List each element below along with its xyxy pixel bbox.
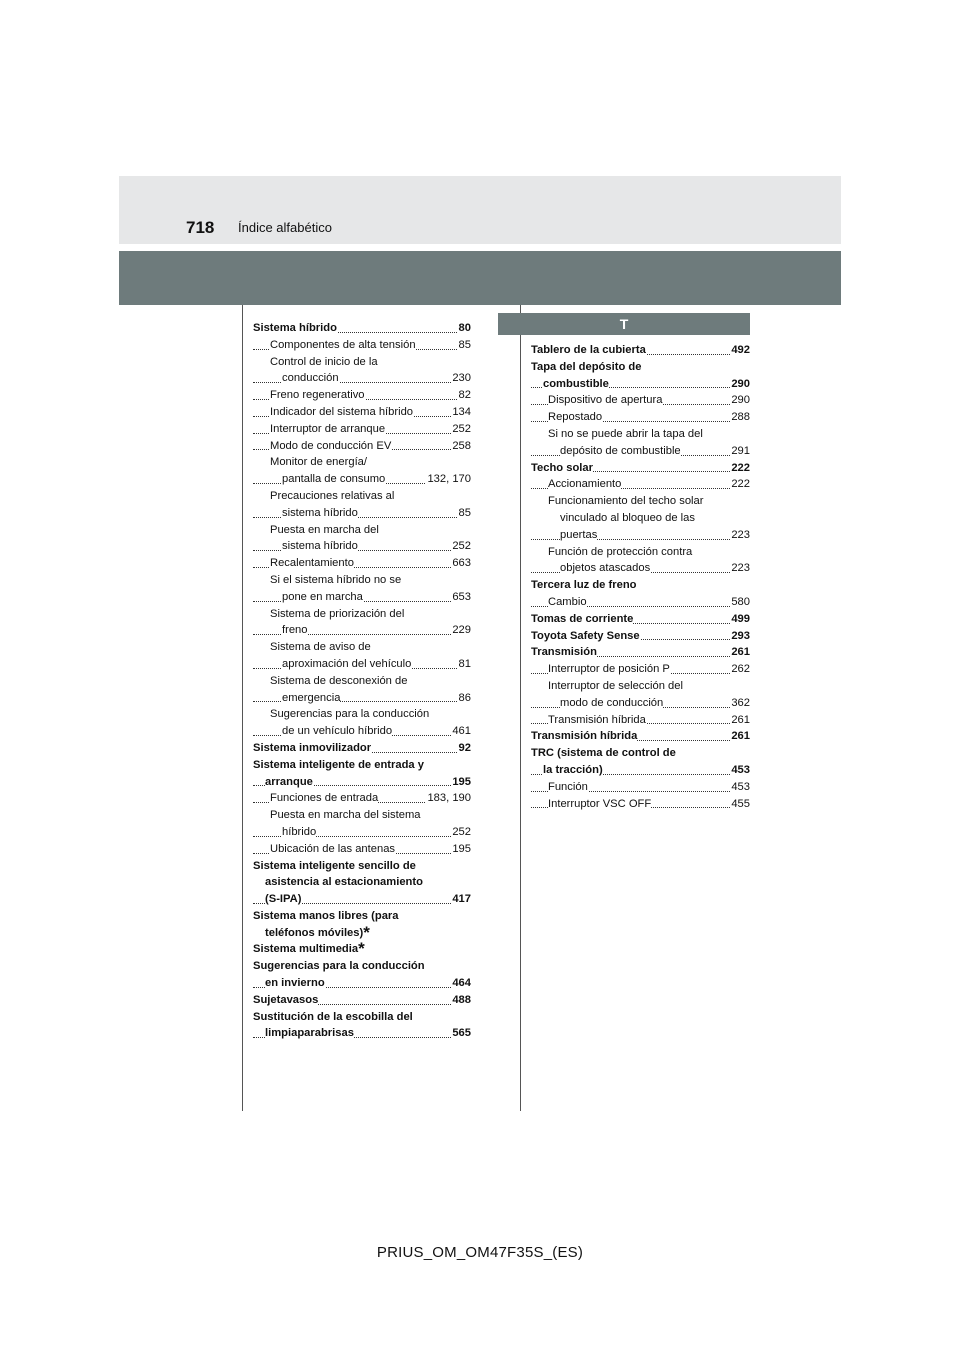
index-entry-page: 580 [730,594,750,611]
index-entry-term: Interruptor de arranque [270,422,386,435]
index-entry-term: puertas [560,528,598,541]
index-entry-page: 261 [730,712,750,729]
index-entry-term: la tracción) [543,763,603,776]
index-entry-term: Puesta en marcha del sistema [270,809,421,822]
header-band [119,176,841,244]
index-entry [531,712,750,729]
index-entry-page: 92 [458,740,471,757]
index-entry-term: Tomas de corriente [531,612,634,625]
index-entry-page: 230 [451,370,471,387]
index-entry-page: 229 [451,622,471,639]
index-entry-page: 132, 170 [426,471,471,488]
index-entry [531,426,750,443]
index-entry-term: objetos atascados [560,562,651,575]
index-entry-term: Tapa del depósito de [531,360,642,373]
index-entry-term: Modo de conducción EV [270,439,392,452]
index-entry [531,661,750,678]
index-entry-term: (S-IPA) [265,893,302,906]
index-entry [253,790,471,807]
index-entry-term: Accionamiento [548,478,622,491]
index-entry-term: Sistema manos libres (para [253,909,399,922]
index-entry-term: Función de protección contra [548,545,693,558]
index-entry [253,975,471,992]
index-entry-term: sistema híbrido [282,506,358,519]
index-entry-term: Tablero de la cubierta [531,344,646,356]
index-entry-term: Freno regenerativo [270,389,365,402]
index-entry-term: Interruptor de selección del [548,679,683,692]
index-entry [531,544,750,561]
index-entry [253,824,471,841]
index-entry-page: 223 [730,527,750,544]
index-entry [253,723,471,740]
index-entry [531,560,750,577]
index-entry [531,762,750,779]
index-entry [531,527,750,544]
index-entry-term: Transmisión híbrida [531,730,638,743]
index-entry-term: Si no se puede abrir la tapa del [548,427,703,440]
index-entry-page: 293 [730,628,750,645]
index-entry-page: 223 [730,560,750,577]
index-entry [531,796,750,813]
index-entry [253,622,471,639]
index-entry [253,522,471,539]
index-entry [531,376,750,393]
index-entry-page: 261 [730,728,750,745]
index-entry [253,992,471,1009]
index-entry-term: Indicador del sistema híbrido [270,405,414,418]
index-entry [253,908,471,925]
letter-heading-t: T [498,313,750,335]
index-entry [253,572,471,589]
index-entry-term: Sistema inteligente sencillo de [253,859,416,872]
index-entry [253,387,471,404]
index-entry-term: Sistema de aviso de [270,641,371,654]
index-entry-term: Sistema multimedia [253,943,359,956]
index-entry-term: Cambio [548,595,587,608]
index-entry-page: 80 [458,320,471,337]
index-entry-page: 86 [458,690,471,707]
index-entry [253,656,471,673]
index-entry [253,841,471,858]
index-entry-term: Control de inicio de la [270,355,378,368]
index-entry-page: 488 [451,992,471,1009]
index-entry-term: híbrido [282,825,317,838]
index-entry [253,874,471,891]
index-entry-term: Sistema de priorización del [270,607,405,620]
footer-code: PRIUS_OM_OM47F35S_(ES) [376,1244,584,1261]
index-entry-page: 417 [451,891,471,908]
index-entry-page: 82 [458,387,471,404]
index-entry-term: arranque [265,775,313,788]
index-entry [531,460,750,477]
index-entry-term: Sujetavasos [253,993,319,1006]
index-entry-page: 362 [730,695,750,712]
index-entry-term: Funciones de entrada [270,792,379,805]
index-entry [531,510,750,527]
index-entry [253,454,471,471]
index-entry [531,728,750,745]
index-entry [253,354,471,371]
index-entry [531,628,750,645]
index-entry [253,1025,471,1042]
section-title: Índice alfabético [238,220,332,235]
index-entry [253,891,471,908]
index-entry [253,757,471,774]
index-entry-term: Precauciones relativas al [270,489,395,502]
index-entry-term: modo de conducción [560,696,664,709]
index-entry [531,409,750,426]
index-entry [531,476,750,493]
index-entry-page: 290 [730,376,750,393]
page-number: 718 [186,218,215,237]
index-entry-page: 262 [730,661,750,678]
index-entry [253,421,471,438]
index-entry-term: Sistema inmovilizador [253,741,372,754]
index-entry-term: Tercera luz de freno [531,579,637,592]
index-entry [531,644,750,661]
index-entry-term: Sistema inteligente de entrada y [253,758,424,771]
index-entry-page: 261 [730,644,750,661]
index-entry [253,807,471,824]
index-entry-term: vinculado al bloqueo de las [560,511,695,524]
index-entry [253,370,471,387]
index-entry-term: emergencia [282,691,341,704]
index-entry-term: Interruptor de posición P [548,663,670,676]
index-entry-term: freno [282,624,308,637]
index-entry-page: 499 [730,611,750,628]
index-entry [531,695,750,712]
index-entry-page: 195 [451,841,471,858]
index-entry [531,359,750,376]
index-entry-page: 222 [730,460,750,477]
index-column-left [253,320,471,1042]
index-entry-term: limpiaparabrisas [265,1027,354,1040]
index-entry-term: Puesta en marcha del [270,523,379,536]
index-entry [253,471,471,488]
index-entry [531,342,750,359]
index-entry-page: 461 [451,723,471,740]
index-entry [253,320,471,337]
index-entry-page: 290 [730,392,750,409]
index-entry [253,1009,471,1026]
index-entry-term: teléfonos móviles) [265,926,364,939]
index-entry-page: 455 [730,796,750,813]
index-entry-term: Si el sistema híbrido no se [270,573,402,586]
index-entry [531,577,750,594]
index-entry [253,922,471,942]
index-entry-page: 81 [458,656,471,673]
index-entry [531,392,750,409]
index-entry [253,690,471,707]
index-entry [531,493,750,510]
footnote-asterisk: * [358,939,365,959]
index-entry [531,678,750,695]
index-entry-term: Sistema híbrido [253,322,337,334]
index-entry [253,774,471,791]
index-entry [253,858,471,875]
index-entry-term: en invierno [265,977,325,990]
index-entry-page: 453 [730,762,750,779]
index-entry-page: 85 [458,337,471,354]
index-entry-term: asistencia al estacionamiento [265,876,423,889]
index-entry-page: 453 [730,779,750,796]
index-entry-page: 492 [730,342,750,359]
index-entry [253,337,471,354]
index-entry-page: 663 [451,555,471,572]
index-entry-term: Sustitución de la escobilla del [253,1010,413,1023]
index-entry-page: 464 [451,975,471,992]
index-entry-page: 252 [451,824,471,841]
index-entry-term: combustible [543,377,609,390]
index-entry-page: 291 [730,443,750,460]
index-entry-page: 653 [451,589,471,606]
index-entry-term: Transmisión híbrida [548,713,646,726]
index-entry-term: Funcionamiento del techo solar [548,495,704,508]
index-entry-term: pantalla de consumo [282,473,386,486]
index-entry-term: Interruptor VSC OFF [548,797,652,810]
index-entry-term: Monitor de energía/ [270,456,368,469]
index-entry-term: Sugerencias para la conducción [253,960,425,973]
header-dark-band [119,251,841,305]
index-entry-term: Ubicación de las antenas [270,842,396,855]
index-entry-term: Transmisión [531,646,597,659]
index-entry [253,438,471,455]
index-entry [253,958,471,975]
index-entry-term: Techo solar [531,461,593,474]
footnote-asterisk: * [363,922,370,942]
index-entry [253,941,471,958]
index-entry [253,706,471,723]
index-entry [253,639,471,656]
index-entry-term: Función [548,780,588,793]
index-entry-page: 134 [451,404,471,421]
index-entry-term: Repostado [548,411,603,424]
index-entry-page: 565 [451,1025,471,1042]
index-entry [253,589,471,606]
index-entry [531,611,750,628]
index-entry-term: Dispositivo de apertura [548,394,663,407]
index-entry-term: Recalentamiento [270,557,354,570]
index-entry-term: TRC (sistema de control de [531,747,676,760]
index-column-right [531,342,750,812]
index-entry-term: Sugerencias para la conducción [270,708,430,721]
index-entry [531,745,750,762]
index-entry-term: depósito de combustible [560,444,681,457]
index-entry-term: aproximación del vehículo [282,657,412,670]
index-entry [253,505,471,522]
index-entry-term: de un vehículo híbrido [282,725,393,738]
index-entry [253,740,471,757]
index-entry [253,606,471,623]
index-entry-page: 288 [730,409,750,426]
index-entry [253,488,471,505]
index-entry-term: Sistema de desconexión de [270,674,408,687]
index-entry [253,404,471,421]
index-entry-term: pone en marcha [282,590,363,603]
index-entry-term: Toyota Safety Sense [531,629,640,642]
index-entry-term: conducción [282,372,339,385]
index-entry [531,594,750,611]
index-entry [531,443,750,460]
right-column-rule [520,305,521,1111]
index-entry [531,779,750,796]
left-column-rule [242,305,243,1111]
index-entry-page: 195 [451,774,471,791]
index-entry-term: Componentes de alta tensión [270,338,416,351]
index-entry [253,538,471,555]
index-entry-page: 252 [451,538,471,555]
index-entry-term: sistema híbrido [282,540,358,553]
index-entry-page: 252 [451,421,471,438]
index-entry [253,673,471,690]
index-entry-page: 258 [451,438,471,455]
index-entry [253,555,471,572]
index-entry-page: 222 [730,476,750,493]
index-entry-page: 183, 190 [426,790,471,807]
index-entry-page: 85 [458,505,471,522]
